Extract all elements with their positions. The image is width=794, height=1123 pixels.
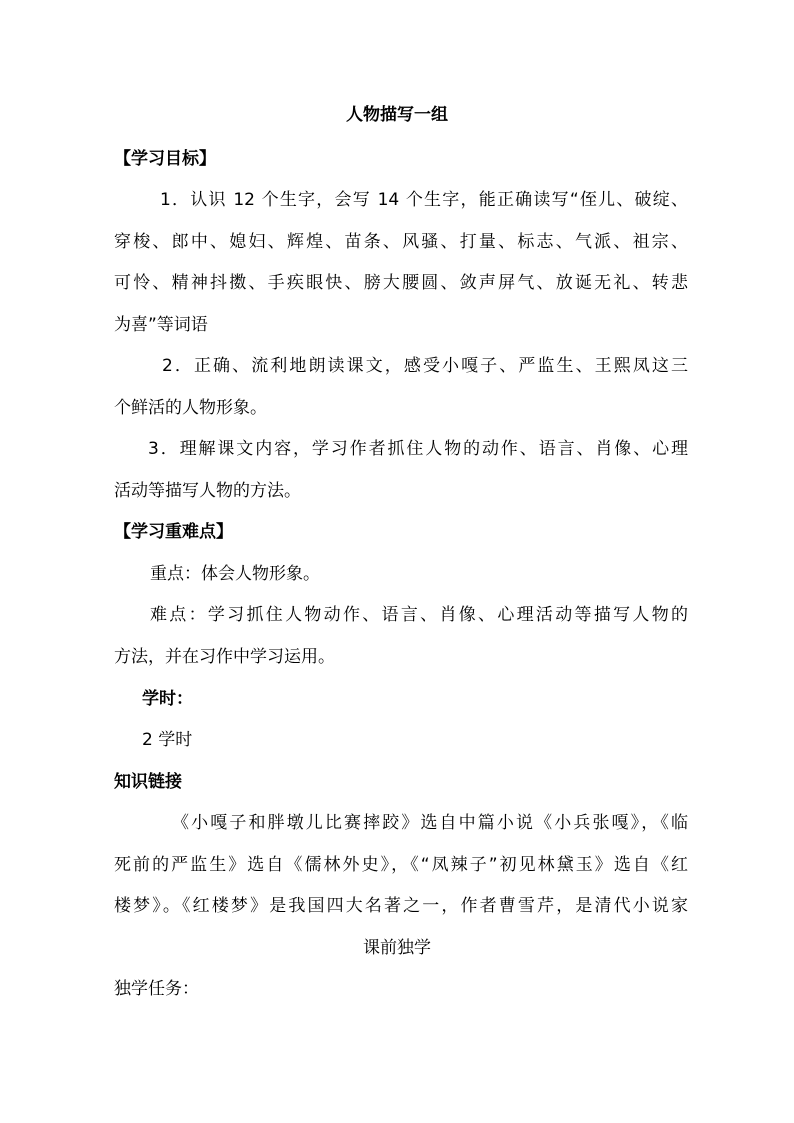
learning-goals-heading: 【学习目标】 <box>114 149 216 169</box>
pre-class-study-heading: 课前独学 <box>363 938 431 958</box>
goal-1-line-1: 1．认识 12 个生字，会写 14 个生字，能正确读写“侄儿、破绽、 <box>160 190 688 210</box>
goal-1-line-2: 穿梭、郎中、媳妇、辉煌、苗条、风骚、打量、标志、气派、祖宗、 <box>114 232 688 252</box>
goal-3-line-1: 3．理解课文内容，学习作者抓住人物的动作、语言、肖像、心理 <box>148 439 688 459</box>
goal-3-line-2: 活动等描写人物的方法。 <box>114 481 301 501</box>
goal-1-line-3: 可怜、精神抖擞、手疾眼快、膀大腰圆、敛声屏气、放诞无礼、转悲 <box>114 273 688 293</box>
difficult-point-line-1: 难点：学习抓住人物动作、语言、肖像、心理活动等描写人物的 <box>150 605 688 625</box>
knowledge-link-heading: 知识链接 <box>114 772 182 792</box>
independent-task-label: 独学任务： <box>114 979 199 999</box>
study-hours-value: 2 学时 <box>142 730 193 750</box>
knowledge-line-2: 死前的严监生》选自《儒林外史》，《“凤辣子”初见林黛玉》选自《红 <box>114 855 688 875</box>
goal-1-line-4: 为喜”等词语 <box>114 315 208 335</box>
key-point: 重点：体会人物形象。 <box>150 564 320 584</box>
study-hours-label: 学时： <box>142 689 193 709</box>
page-title: 人物描写一组 <box>346 105 448 125</box>
difficult-point-line-2: 方法，并在习作中学习运用。 <box>114 647 335 667</box>
goal-2-line-2: 个鲜活的人物形象。 <box>114 398 267 418</box>
knowledge-line-3: 楼梦》。《红楼梦》是我国四大名著之一，作者曹雪芹，是清代小说家 <box>114 896 688 916</box>
knowledge-line-1: 《小嘎子和胖墩儿比赛摔跤》选自中篇小说《小兵张嘎》，《临 <box>172 813 688 833</box>
goal-2-line-1: 2．正确、流利地朗读课文，感受小嘎子、严监生、王熙凤这三 <box>162 356 688 376</box>
key-points-heading: 【学习重难点】 <box>114 522 233 542</box>
